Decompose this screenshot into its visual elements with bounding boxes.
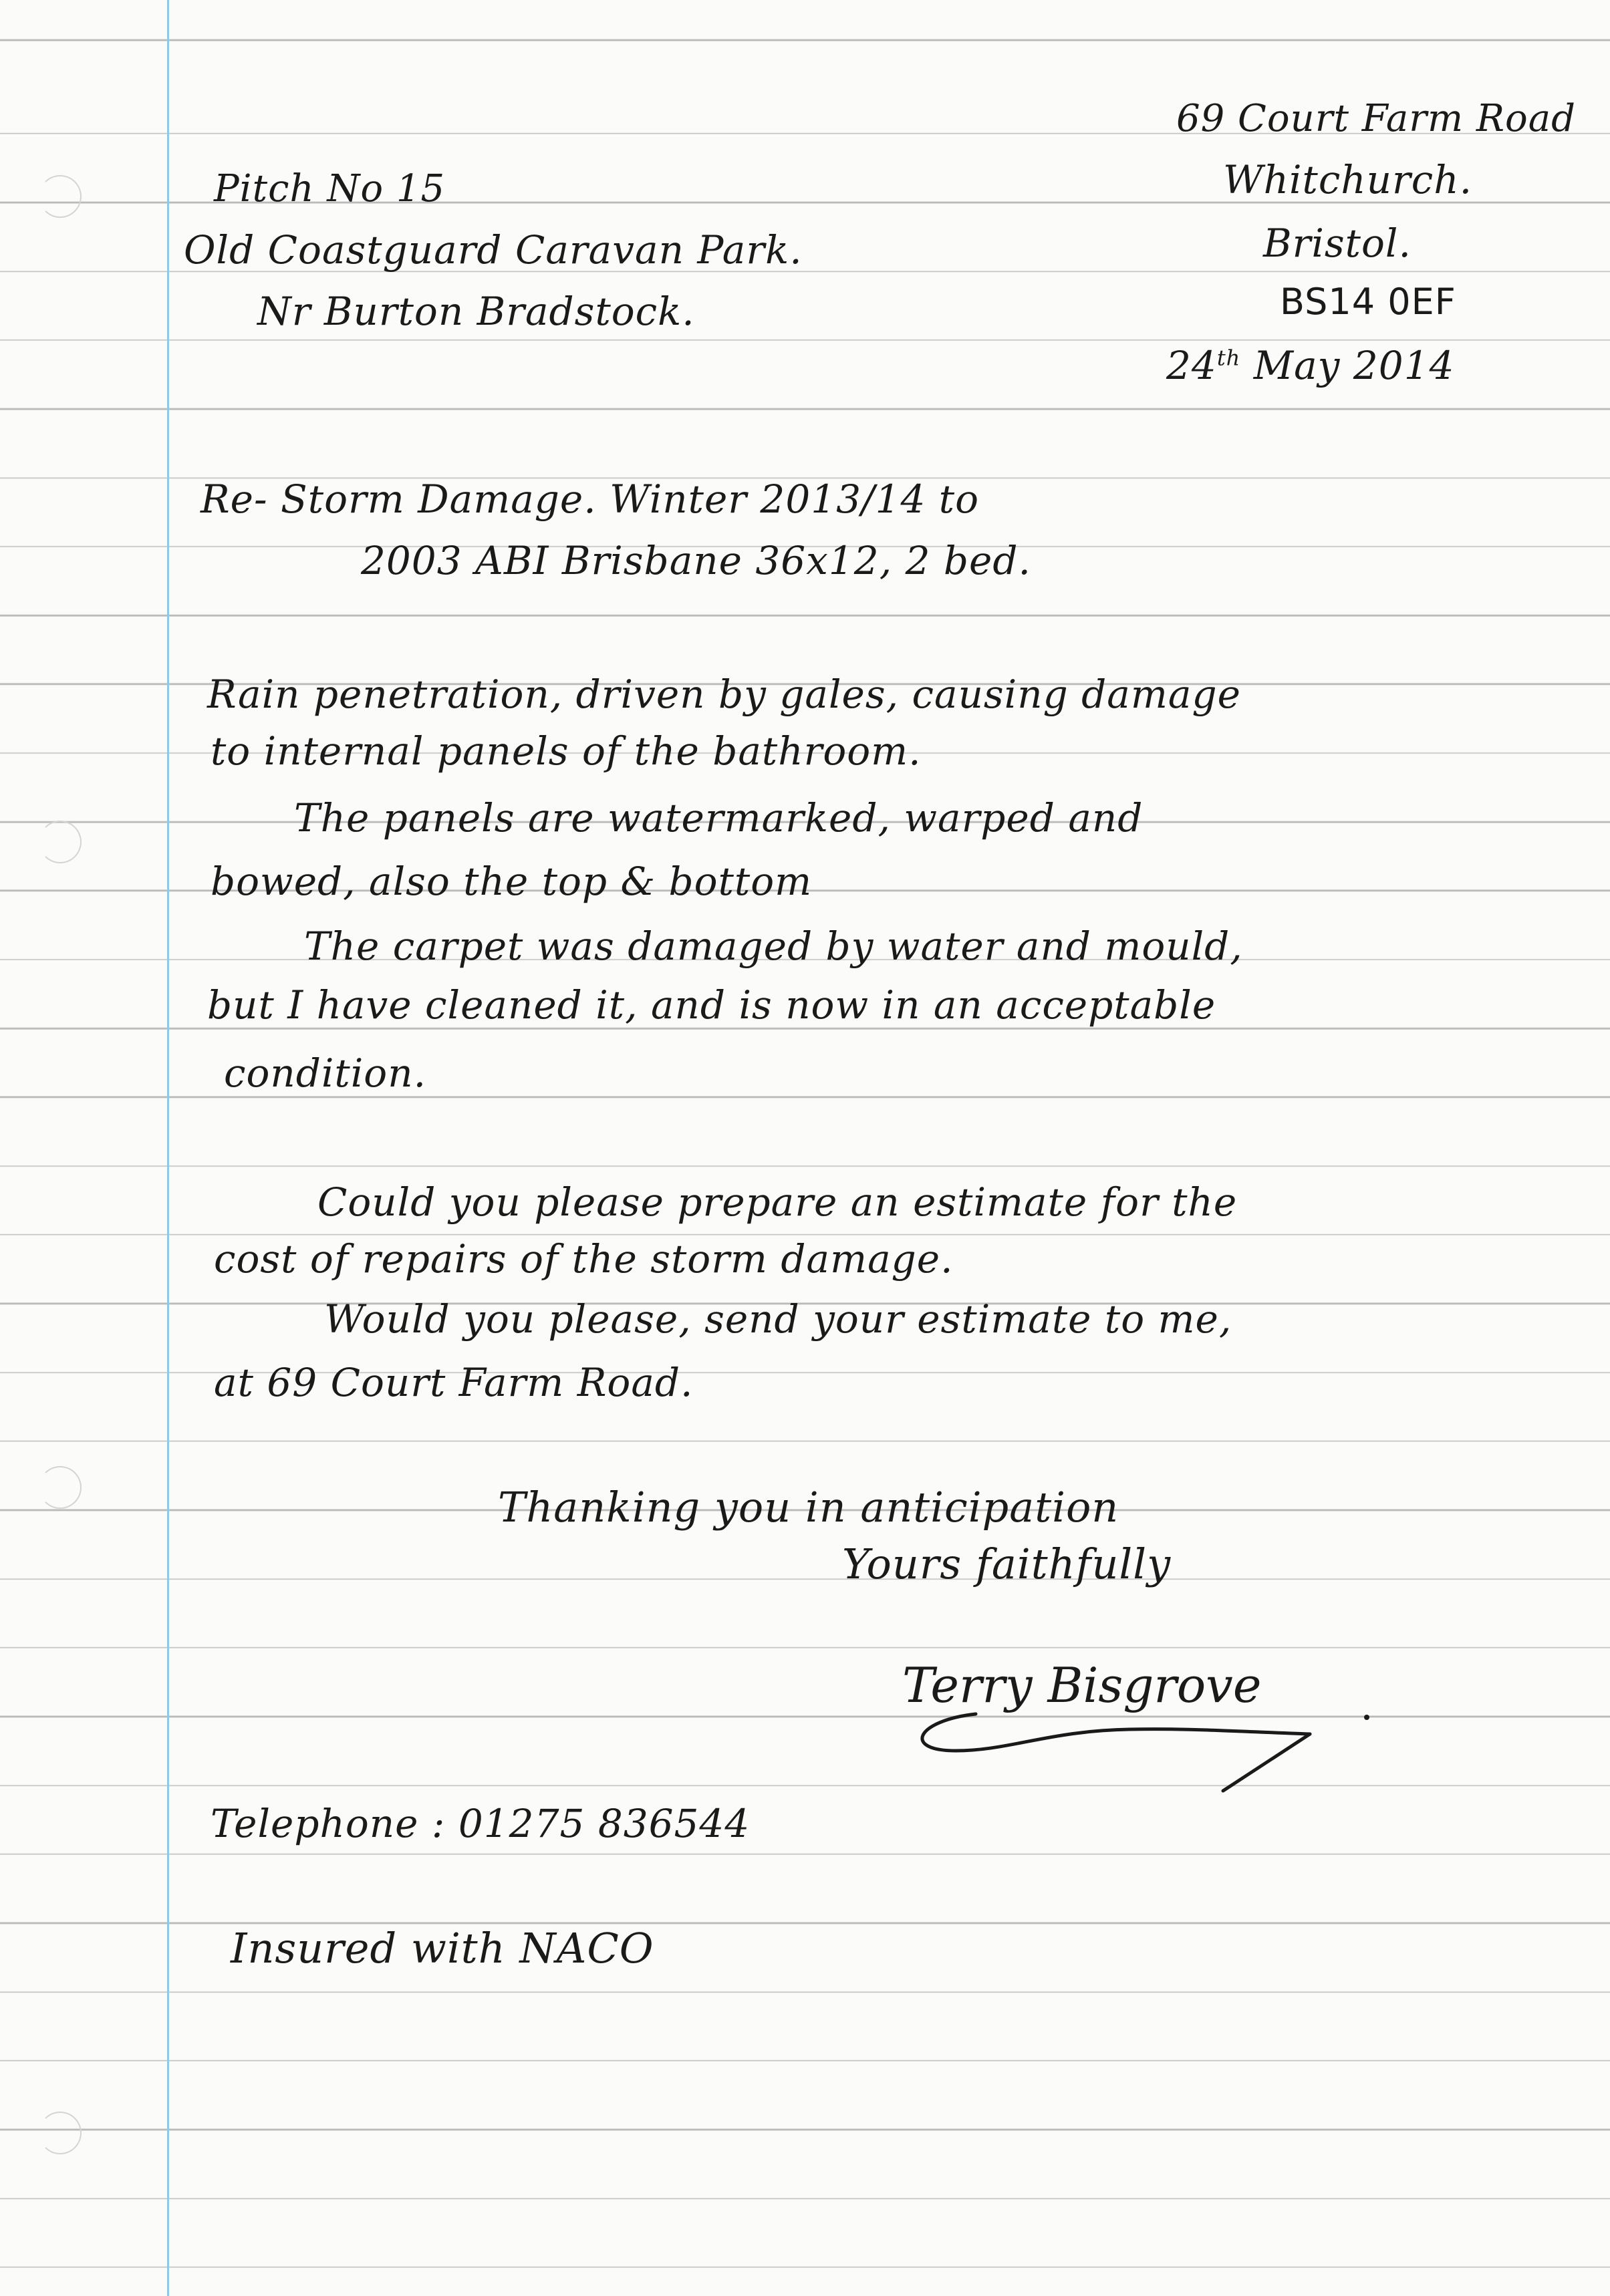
body-p5-line-2: at 69 Court Farm Road. [214, 1360, 694, 1405]
body-p3-line-3: condition. [224, 1050, 427, 1096]
punch-hole [39, 175, 82, 218]
body-p5-line-1: Would you please, send your estimate to me, [324, 1296, 1232, 1342]
subject-line-1: Re- Storm Damage. Winter 2013/14 to [200, 476, 980, 522]
margin-line [167, 0, 169, 2296]
body-p2-line-1: The panels are watermarked, warped and [294, 795, 1144, 841]
body-p4-line-1: Could you please prepare an estimate for the [317, 1179, 1238, 1225]
telephone: Telephone : 01275 836544 [211, 1801, 751, 1846]
signature-flourish [876, 1651, 1377, 1804]
sender-town: Whitchurch. [1223, 157, 1473, 202]
sender-street: 69 Court Farm Road [1176, 97, 1576, 140]
body-p1-line-2: to internal panels of the bathroom. [211, 728, 922, 774]
recipient-park: Old Coastguard Caravan Park. [184, 227, 803, 273]
letter-date: 24th May 2014 [1166, 343, 1455, 388]
closing-line-2: Yours faithfully [842, 1540, 1172, 1588]
body-p1-line-1: Rain penetration, driven by gales, causing damage [207, 672, 1241, 717]
sender-city: Bristol. [1263, 221, 1412, 266]
signature-name: Terry Bisgrove [902, 1657, 1262, 1713]
recipient-location: Nr Burton Bradstock. [257, 289, 695, 334]
insurance-note: Insured with NACO [231, 1924, 654, 1973]
punch-hole [39, 821, 82, 863]
body-p3-line-2: but I have cleaned it, and is now in an acceptable [207, 982, 1216, 1028]
body-p3-line-1: The carpet was damaged by water and mould, [304, 923, 1243, 969]
subject-line-2: 2003 ABI Brisbane 36x12, 2 bed. [361, 538, 1031, 583]
punch-hole [39, 2112, 82, 2154]
signature [876, 1651, 1377, 1804]
closing-line-1: Thanking you in anticipation [498, 1483, 1119, 1532]
body-p2-line-2: bowed, also the top & bottom [211, 859, 813, 904]
recipient-pitch: Pitch No 15 [214, 167, 446, 210]
body-p4-line-2: cost of repairs of the storm damage. [214, 1236, 954, 1282]
punch-hole [39, 1466, 82, 1509]
sender-postcode: BS14 0EF [1280, 281, 1456, 323]
